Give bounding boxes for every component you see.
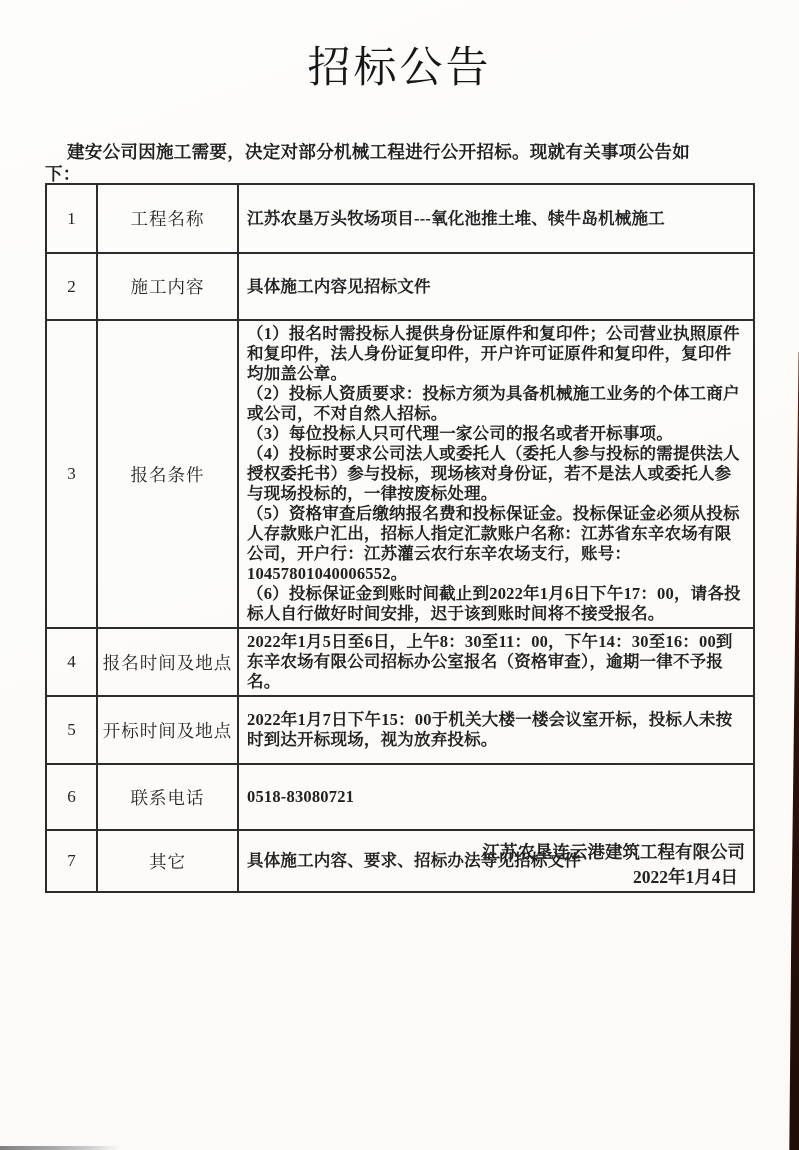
intro-paragraph: 建安公司因施工需要，决定对部分机械工程进行公开招标。现就有关事项公告如下： <box>45 142 690 184</box>
row-label: 工程名称 <box>97 184 238 253</box>
announcement-table-body <box>46 184 754 892</box>
content-paragraph: （3）每位投标人只可代理一家公司的报名或者开标事项。 <box>247 424 673 443</box>
table-row <box>46 628 754 696</box>
table-row <box>46 696 754 764</box>
row-number: 6 <box>46 764 97 830</box>
content-paragraph: 具体施工内容、要求、招标办法等见招标文件 <box>247 851 581 870</box>
footer-date: 2022年1月4日 <box>633 867 738 887</box>
row-content <box>238 696 754 764</box>
footer-block <box>483 840 746 890</box>
row-label: 其它 <box>97 830 238 892</box>
row-label: 施工内容 <box>97 253 238 320</box>
row-content <box>238 628 754 696</box>
announcement-table <box>45 183 755 893</box>
scan-bottom-smudge <box>0 1146 120 1150</box>
row-label: 报名条件 <box>97 320 238 628</box>
row-label: 报名时间及地点 <box>97 628 238 696</box>
row-number: 2 <box>46 253 97 320</box>
row-content <box>238 764 754 830</box>
content-paragraph: （5）资格审查后缴纳报名费和投标保证金。投标保证金必须从投标人存款账户汇出，招标人指定汇款账户名称：江苏省东辛农场有限公司，开户行：江苏灌云农行东辛农场支行，账号：10457801040006552。 <box>247 504 740 583</box>
row-content <box>238 320 754 628</box>
table-row <box>46 184 754 253</box>
footer-company: 江苏农垦连云港建筑工程有限公司 <box>482 842 745 862</box>
row-number: 7 <box>46 830 97 892</box>
content-paragraph: 0518-83080721 <box>247 787 355 806</box>
page-title: 招标公告 <box>307 45 492 92</box>
row-number: 4 <box>46 628 97 696</box>
row-label: 联系电话 <box>97 764 238 830</box>
content-paragraph: （2）投标人资质要求：投标方须为具备机械施工业务的个体工商户或公司，不对自然人招标。 <box>247 384 740 423</box>
table-row <box>46 253 754 320</box>
row-number: 1 <box>46 184 97 253</box>
row-content <box>238 184 754 253</box>
content-paragraph: 2022年1月7日下午15：00于机关大楼一楼会议室开标，投标人未按时到达开标现场，视为放弃投标。 <box>247 710 733 749</box>
scan-edge-strip <box>788 352 799 1150</box>
content-paragraph: 江苏农垦万头牧场项目---氧化池推土堆、犊牛岛机械施工 <box>247 208 665 228</box>
row-number: 5 <box>46 696 97 764</box>
content-paragraph: 具体施工内容见招标文件 <box>247 276 431 296</box>
content-paragraph: 2022年1月5日至6日，上午8：30至11：00，下午14：30至16：00到东辛农场有限公司招标办公室报名（资格审查），逾期一律不予报名。 <box>247 632 733 691</box>
row-content <box>238 253 754 320</box>
row-label: 开标时间及地点 <box>97 696 238 764</box>
content-paragraph: （6）投标保证金到账时间截止到2022年1月6日下午17：00，请各投标人自行做好时间安排，迟于该到账时间将不接受报名。 <box>247 584 741 623</box>
content-paragraph: （1）报名时需投标人提供身份证原件和复印件；公司营业执照原件和复印件，法人身份证复印件，开户许可证原件和复印件，复印件均加盖公章。 <box>247 324 740 383</box>
row-number: 3 <box>46 320 97 628</box>
table-row <box>46 764 754 830</box>
content-paragraph: （4）投标时要求公司法人或委托人（委托人参与投标的需提供法人授权委托书）参与投标，现场核对身份证，若不是法人或委托人参与现场投标的，一律按废标处理。 <box>247 444 740 503</box>
table-row <box>46 320 754 628</box>
